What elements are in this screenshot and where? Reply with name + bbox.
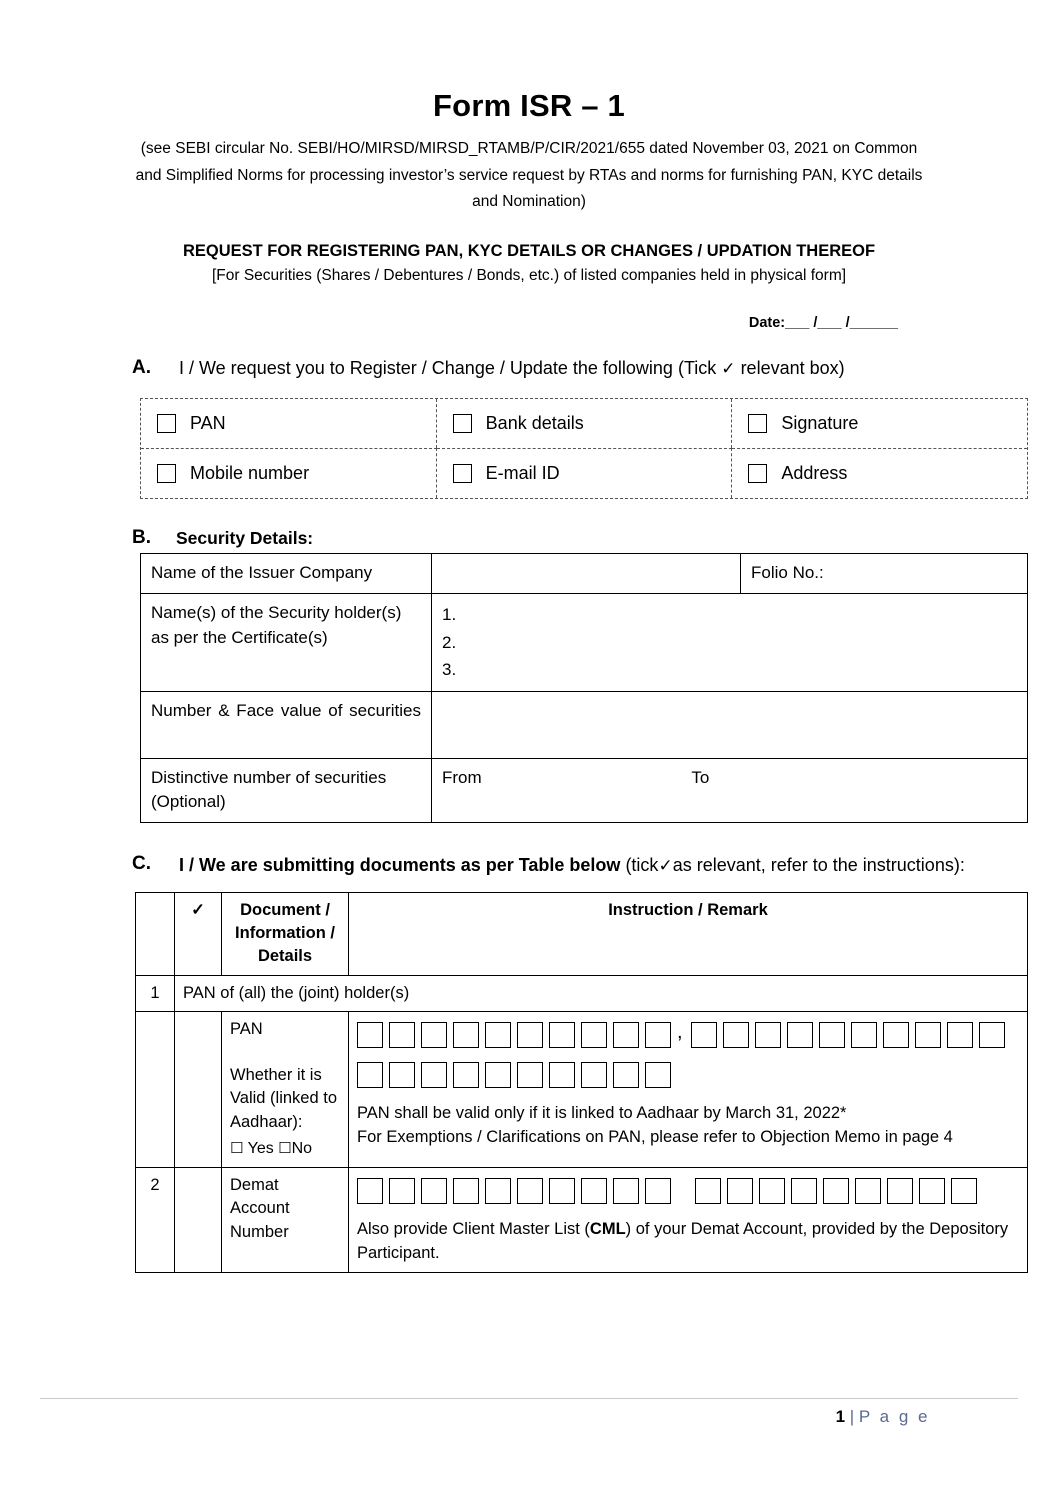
folio-no-cell[interactable]	[741, 554, 1028, 594]
request-heading: REQUEST FOR REGISTERING PAN, KYC DETAILS OR CHANGES / UPDATION THEREOF	[182, 241, 876, 260]
row1-title: PAN of (all) the (joint) holder(s)	[175, 975, 1028, 1011]
table-row	[141, 554, 1028, 594]
table-row	[141, 594, 1028, 692]
option-address[interactable]	[732, 448, 1027, 498]
section-c-letter: C.	[132, 852, 151, 874]
option-label: Signature	[781, 413, 859, 434]
table-row	[136, 1012, 1028, 1167]
section-c-text-mid: (tick	[625, 854, 659, 875]
character-box[interactable]	[727, 1178, 753, 1204]
character-box[interactable]	[645, 1178, 671, 1204]
character-box[interactable]	[421, 1178, 447, 1204]
checkbox-icon[interactable]	[748, 464, 767, 483]
option-label: Address	[781, 463, 848, 484]
character-box[interactable]	[947, 1022, 973, 1048]
header-document: Document / Information / Details	[222, 892, 349, 975]
footer-page-label	[40, 1407, 1018, 1427]
checkbox-icon[interactable]	[157, 464, 176, 483]
character-box[interactable]	[421, 1062, 447, 1088]
holders-names-input[interactable]	[432, 594, 1028, 692]
date-field[interactable]	[40, 315, 1018, 331]
page-footer	[40, 1398, 1018, 1427]
character-box[interactable]	[791, 1178, 817, 1204]
character-box[interactable]	[855, 1178, 881, 1204]
section-c-instruction	[179, 853, 1018, 878]
folio-no-label: Folio No.:	[751, 563, 824, 583]
option-label: Bank details	[485, 413, 584, 434]
distinctive-from-label: From	[442, 767, 482, 787]
issuer-company-label: Name of the Issuer Company	[141, 554, 432, 594]
footer-separator: |	[849, 1407, 855, 1426]
character-box[interactable]	[755, 1022, 781, 1048]
character-box[interactable]	[919, 1178, 945, 1204]
security-details-table	[140, 553, 1028, 823]
character-box[interactable]	[389, 1062, 415, 1088]
holder-item-3: 3.	[442, 660, 457, 680]
character-box[interactable]	[357, 1178, 383, 1204]
option-row-2	[141, 448, 1027, 498]
character-box[interactable]	[613, 1022, 639, 1048]
character-box[interactable]	[517, 1062, 543, 1088]
option-label: E-mail ID	[485, 463, 560, 484]
holder-item-2: 2.	[442, 632, 457, 652]
character-box[interactable]	[979, 1022, 1005, 1048]
demat-note-bold: CML	[589, 1219, 626, 1238]
table-row	[136, 975, 1028, 1011]
section-a-instruction	[179, 357, 1018, 380]
checkbox-icon[interactable]	[157, 414, 176, 433]
character-box[interactable]	[485, 1178, 511, 1204]
section-a-text-after: relevant box)	[740, 357, 845, 378]
section-c	[40, 853, 1018, 878]
character-box[interactable]	[723, 1022, 749, 1048]
option-pan[interactable]	[141, 399, 437, 448]
section-c-text-after: as relevant, refer to the instructions):	[672, 854, 965, 875]
footer-divider	[40, 1398, 1018, 1399]
date-label: Date:	[748, 314, 786, 331]
character-box[interactable]	[421, 1022, 447, 1048]
row1-tick-cell[interactable]	[175, 1012, 222, 1167]
yes-label: Yes	[247, 1140, 274, 1158]
option-label: PAN	[190, 413, 226, 434]
row-serial: 1	[136, 975, 175, 1011]
character-box[interactable]	[389, 1022, 415, 1048]
section-b-header	[40, 527, 1018, 553]
section-a-letter: A.	[132, 356, 151, 378]
distinctive-number-label: Distinctive number of securities (Optional)	[141, 758, 432, 822]
request-subheading: [For Securities (Shares / Debentures / Bonds, etc.) of listed companies held in physical form]	[211, 266, 847, 284]
character-box[interactable]	[759, 1178, 785, 1204]
row2-tick-cell[interactable]	[175, 1167, 222, 1272]
character-box[interactable]	[645, 1062, 671, 1088]
footer-page-number: 1	[835, 1407, 846, 1426]
character-box[interactable]	[951, 1178, 977, 1204]
section-a-text-before: I / We request you to Register / Change / Update the following (Tick	[179, 357, 717, 378]
character-box[interactable]	[787, 1022, 813, 1048]
option-row-1	[141, 399, 1027, 448]
row1-instruction-cell	[349, 1012, 1028, 1167]
row1-doc-valid-label: Whether it is Valid (linked to Aadhaar):	[230, 1065, 338, 1131]
header-instruction: Instruction / Remark	[349, 892, 1028, 975]
checkbox-icon[interactable]	[748, 414, 767, 433]
section-a-options-grid	[140, 398, 1028, 499]
table-header-row	[136, 892, 1028, 975]
option-signature[interactable]	[732, 399, 1027, 448]
holder-item-1: 1.	[442, 605, 457, 624]
character-box[interactable]	[581, 1178, 607, 1204]
character-box[interactable]	[581, 1022, 607, 1048]
character-box[interactable]	[549, 1022, 575, 1048]
row2-instruction-cell	[349, 1167, 1028, 1272]
character-box[interactable]	[691, 1022, 717, 1048]
table-row	[141, 691, 1028, 758]
row1-doc-pan-label: PAN	[230, 1020, 263, 1039]
pan-note-line-1: PAN shall be valid only if it is linked to Aadhaar by March 31, 2022*	[357, 1104, 847, 1123]
number-face-value-input[interactable]	[432, 691, 1028, 758]
character-box[interactable]	[357, 1022, 383, 1048]
comma-separator: ,	[677, 1021, 683, 1044]
character-box[interactable]	[823, 1178, 849, 1204]
check-mark-icon: ✓	[721, 358, 736, 379]
character-box[interactable]	[915, 1022, 941, 1048]
checkbox-icon[interactable]: ☐	[230, 1139, 244, 1158]
option-label: Mobile number	[190, 463, 310, 484]
page-title: Form ISR – 1	[433, 88, 625, 123]
option-mobile-number[interactable]	[141, 448, 437, 498]
option-email-id[interactable]	[437, 448, 733, 498]
section-b-label: Security Details:	[176, 528, 314, 549]
character-box[interactable]	[389, 1178, 415, 1204]
pan-note-line-2: For Exemptions / Clarifications on PAN, please refer to Objection Memo in page 4	[357, 1128, 953, 1147]
character-box[interactable]	[613, 1178, 639, 1204]
table-row	[136, 1167, 1028, 1272]
character-box[interactable]	[613, 1062, 639, 1088]
section-b-letter: B.	[132, 527, 151, 549]
pan-input-boxes-line-1[interactable]	[357, 1022, 1019, 1048]
character-box[interactable]	[549, 1062, 575, 1088]
character-box[interactable]	[645, 1022, 671, 1048]
issuer-company-input[interactable]	[432, 554, 741, 594]
section-c-text-bold: I / We are submitting documents as per Table below	[179, 854, 621, 875]
section-a	[40, 357, 1018, 380]
check-mark-icon: ✓	[658, 855, 673, 876]
footer-page-word: P a g e	[858, 1407, 930, 1426]
character-box[interactable]	[485, 1022, 511, 1048]
circular-note-text: (see SEBI circular No. SEBI/HO/MIRSD/MIRSD_RTAMB/P/CIR/2021/655 dated November 03, 2021 on Common and Simplified Norms for processing investor’s service request by RTAs and norms for furnishing PAN, KYC details and Nomination)	[135, 140, 923, 211]
number-face-value-label: Number & Face value of securities	[141, 691, 432, 758]
character-box[interactable]	[453, 1062, 479, 1088]
row-serial: 2	[136, 1167, 175, 1272]
pan-input-boxes-line-2[interactable]	[357, 1062, 1019, 1088]
header-tick-icon: ✓	[175, 892, 222, 975]
character-box[interactable]	[819, 1022, 845, 1048]
checkbox-icon[interactable]	[453, 414, 472, 433]
character-box[interactable]	[549, 1178, 575, 1204]
circular-note	[126, 136, 932, 216]
demat-input-boxes[interactable]	[357, 1178, 1019, 1204]
character-box[interactable]	[887, 1178, 913, 1204]
row2-document-label: Demat Account Number	[222, 1167, 349, 1272]
checkbox-icon[interactable]: ☐	[278, 1139, 292, 1158]
date-blanks: ___ /___ /______	[785, 314, 898, 331]
row-serial-blank	[136, 1012, 175, 1167]
character-box[interactable]	[453, 1178, 479, 1204]
demat-note	[357, 1218, 1019, 1266]
character-box[interactable]	[851, 1022, 877, 1048]
option-bank-details[interactable]	[437, 399, 733, 448]
character-box[interactable]	[517, 1022, 543, 1048]
checkbox-icon[interactable]	[453, 464, 472, 483]
character-box[interactable]	[453, 1022, 479, 1048]
distinctive-to-label: To	[691, 767, 710, 787]
no-label: No	[291, 1140, 313, 1158]
documents-table	[135, 892, 1028, 1273]
character-box[interactable]	[581, 1062, 607, 1088]
row1-valid-yesno[interactable]	[230, 1138, 340, 1161]
demat-note-pre: Also provide Client Master List (	[357, 1219, 590, 1238]
character-box[interactable]	[357, 1062, 383, 1088]
row1-document-cell	[222, 1012, 349, 1167]
character-box[interactable]	[485, 1062, 511, 1088]
header-serial	[136, 892, 175, 975]
distinctive-number-input[interactable]	[432, 758, 1028, 822]
table-row	[141, 758, 1028, 822]
character-box[interactable]	[695, 1178, 721, 1204]
holders-names-label: Name(s) of the Security holder(s) as per the Certificate(s)	[141, 594, 432, 692]
demat-note-post: ) of your Demat Account, provided by the Depository Participant.	[357, 1219, 1009, 1262]
character-box[interactable]	[517, 1178, 543, 1204]
character-box[interactable]	[883, 1022, 909, 1048]
